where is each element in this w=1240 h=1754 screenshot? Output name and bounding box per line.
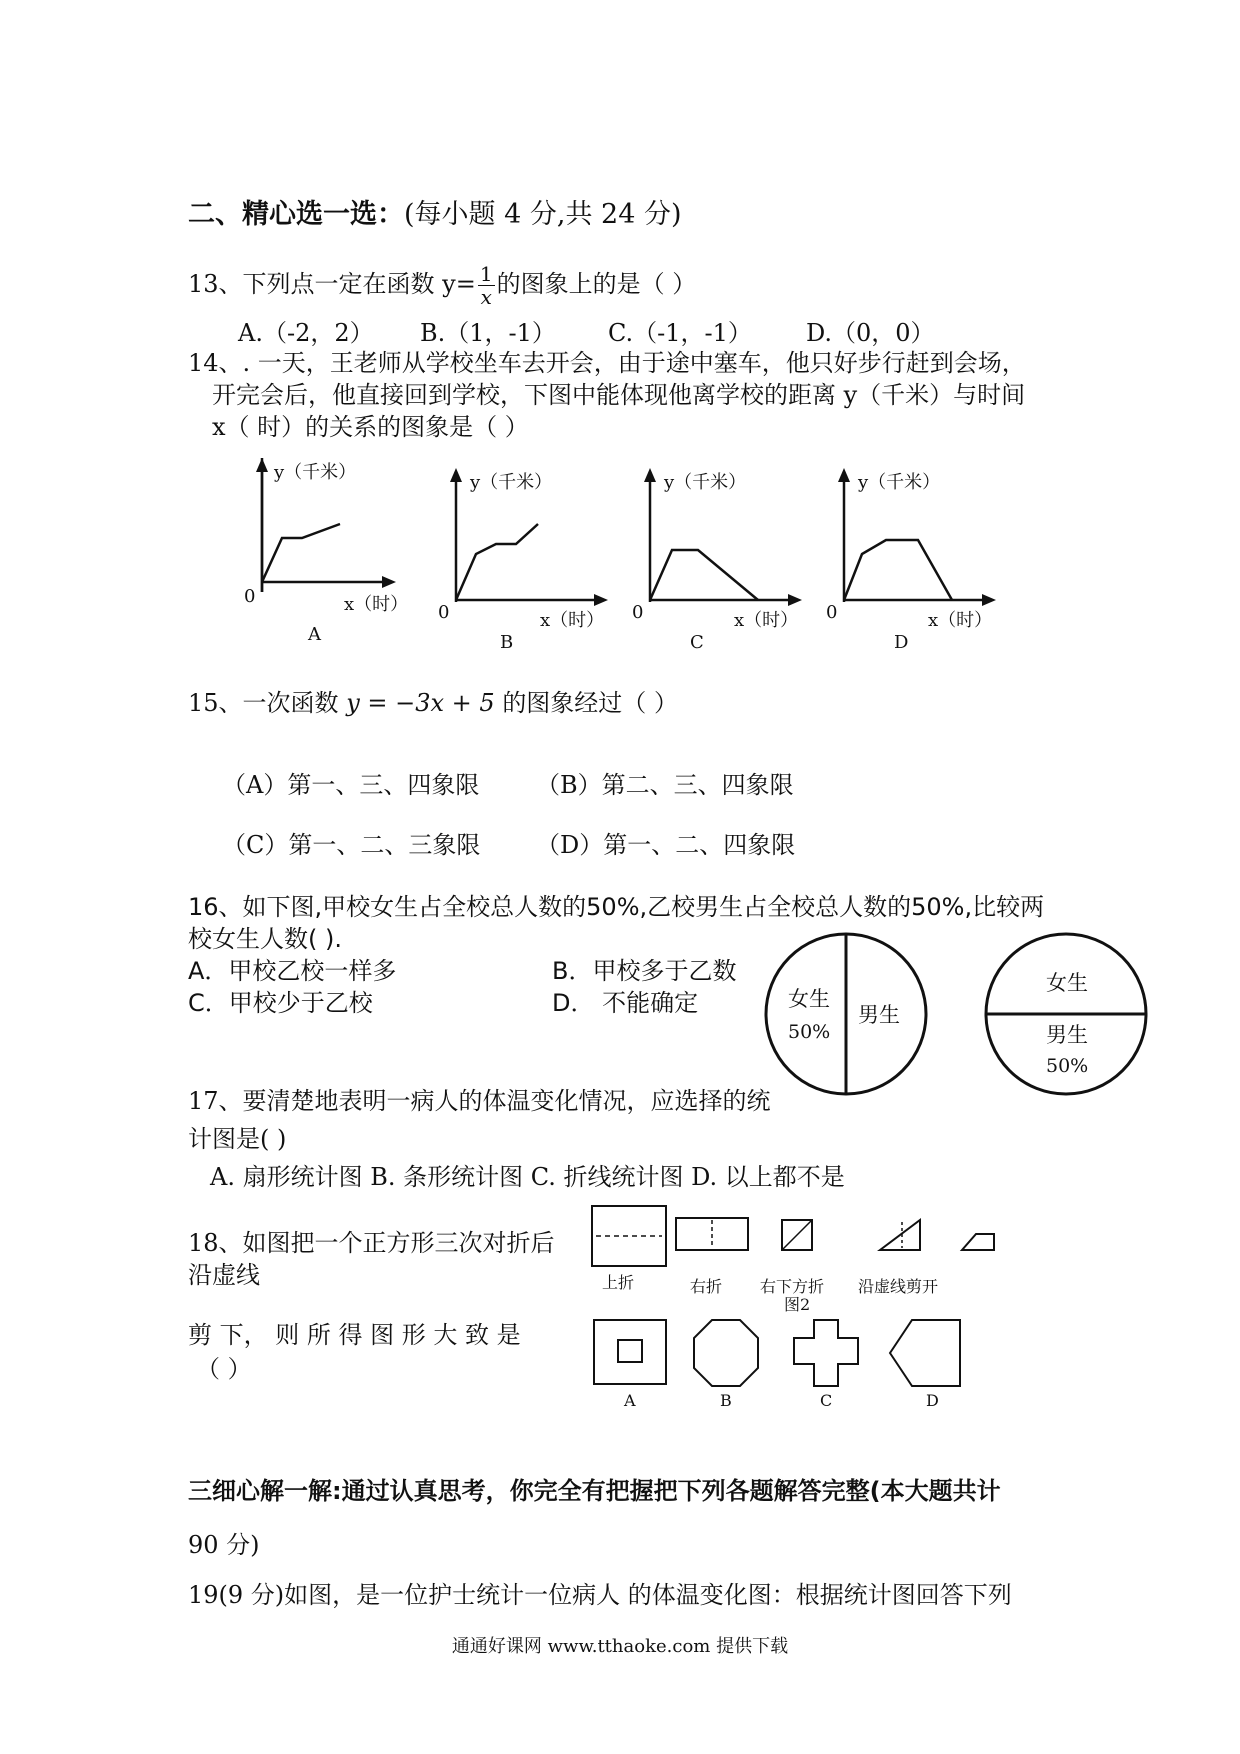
q15-formula: y = −3x + 5 — [346, 689, 495, 717]
q16-option-a: A．甲校乙校一样多 — [188, 957, 397, 985]
graph-c-origin: 0 — [632, 602, 644, 623]
choice-b-label: B — [720, 1391, 732, 1410]
graph-d-label: D — [894, 632, 909, 653]
q15-option-d: （D）第一、二、四象限 — [536, 831, 796, 859]
graph-b-xlabel: x（时） — [540, 610, 605, 631]
q16-line-1: 16、如下图,甲校女生占全校总人数的50%,乙校男生占全校总人数的50%,比较两 — [188, 893, 1045, 921]
graph-c-ylabel: y（千米） — [664, 472, 747, 493]
pie-a-girls: 女生 — [788, 987, 830, 1011]
q13-suffix: 的图象上的是（ ） — [496, 270, 697, 298]
pie-b-girls: 女生 — [1046, 971, 1088, 995]
figure-caption: 图2 — [784, 1295, 811, 1314]
graph-d-ylabel: y（千米） — [858, 472, 941, 493]
question-15 — [188, 688, 678, 718]
q13-option-b: B.（1，-1） — [420, 319, 556, 347]
pie-a-girls-pct: 50% — [788, 1021, 831, 1043]
q15-suffix: 的图象经过（ ） — [502, 689, 678, 717]
pie-a-boys: 男生 — [858, 1003, 900, 1027]
graph-d — [822, 468, 1002, 658]
section-points: (每小题 4 分,共 24 分) — [404, 199, 682, 230]
graph-a-label: A — [308, 624, 321, 645]
q14-line-3: x（ 时）的关系的图象是（ ） — [212, 413, 529, 441]
step-lower-right-fold: 右下方折 — [760, 1277, 825, 1296]
graph-b-ylabel: y（千米） — [470, 472, 553, 493]
graph-c-xlabel: x（时） — [734, 610, 799, 631]
step-cut-along-dash: 沿虚线剪开 — [858, 1277, 939, 1296]
fraction — [478, 263, 495, 308]
fraction-denominator: x — [480, 285, 492, 309]
graph-b-label: B — [500, 632, 514, 653]
step-right-fold: 右折 — [690, 1277, 723, 1296]
graph-a-origin: 0 — [244, 586, 256, 607]
q15-option-a: （A）第一、三、四象限 — [222, 771, 480, 799]
graph-b — [434, 468, 614, 658]
fraction-numerator: 1 — [479, 262, 493, 286]
graph-a-xlabel: x（时） — [344, 594, 409, 615]
q13-prefix: 13、下列点一定在函数 y= — [188, 270, 476, 298]
q13-option-c: C.（-1，-1） — [608, 319, 752, 347]
choice-a-label: A — [624, 1391, 636, 1410]
choice-c-label: C — [820, 1391, 833, 1410]
graph-d-origin: 0 — [826, 602, 838, 623]
graph-a — [240, 458, 410, 648]
section3-line-2: 90 分) — [188, 1531, 260, 1559]
q16-line-2: 校女生人数( ). — [188, 925, 342, 953]
q15-option-c: （C）第一、二、三象限 — [222, 831, 481, 859]
q16-option-d: D． 不能确定 — [552, 989, 699, 1017]
q19-text: 19(9 分)如图，是一位护士统计一位病人 的体温变化图：根据统计图回答下列 — [188, 1581, 1012, 1609]
q14-line-2: 开完会后，他直接回到学校，下图中能体现他离学校的距离 y（千米）与时间 — [212, 381, 1026, 409]
answer-choices-figure — [590, 1316, 1010, 1416]
q18-line-2: 沿虚线 — [188, 1261, 260, 1289]
graph-b-origin: 0 — [438, 602, 450, 623]
graph-d-xlabel: x（时） — [928, 610, 993, 631]
graph-a-ylabel: y（千米） — [274, 462, 357, 483]
graph-c — [628, 468, 808, 658]
pie-b-boys-pct: 50% — [1046, 1055, 1089, 1077]
pie-b-boys: 男生 — [1046, 1023, 1088, 1047]
q13-option-a: A.（-2，2） — [238, 319, 374, 347]
choice-d-label: D — [926, 1391, 939, 1410]
pie-school-a — [762, 930, 932, 1100]
q17-line-1: 17、要清楚地表明一病人的体温变化情况，应选择的统 — [188, 1087, 771, 1115]
footer: 通通好课网 www.tthaoke.com 提供下载 — [451, 1636, 789, 1657]
q16-option-c: C．甲校少于乙校 — [188, 989, 373, 1017]
folding-steps-figure — [590, 1204, 1010, 1314]
q18-line-3: 剪 下， 则 所 得 图 形 大 致 是 — [188, 1321, 521, 1349]
pie-school-b — [982, 930, 1152, 1100]
step-up-fold: 上折 — [602, 1273, 635, 1292]
graph-c-label: C — [690, 632, 704, 653]
q13-option-d: D.（0，0） — [806, 319, 935, 347]
section-title: 二、精心选一选： — [188, 199, 404, 230]
q17-options: A. 扇形统计图 B. 条形统计图 C. 折线统计图 D. 以上都不是 — [210, 1163, 845, 1191]
q15-option-b: （B）第二、三、四象限 — [536, 771, 794, 799]
question-13 — [188, 262, 696, 308]
q16-option-b: B．甲校多于乙数 — [552, 957, 737, 985]
section-heading — [188, 200, 682, 230]
q18-line-4: （ ） — [196, 1355, 252, 1383]
q17-line-2: 计图是( ) — [188, 1125, 287, 1153]
section3-line-1: 三细心解一解:通过认真思考，你完全有把握把下列各题解答完整(本大题共计 — [188, 1477, 1001, 1505]
q18-line-1: 18、如图把一个正方形三次对折后 — [188, 1229, 555, 1257]
q14-line-1: 14、. 一天，王老师从学校坐车去开会，由于途中塞车，他只好步行赶到会场， — [188, 349, 1026, 377]
q15-prefix: 15、一次函数 — [188, 689, 339, 717]
